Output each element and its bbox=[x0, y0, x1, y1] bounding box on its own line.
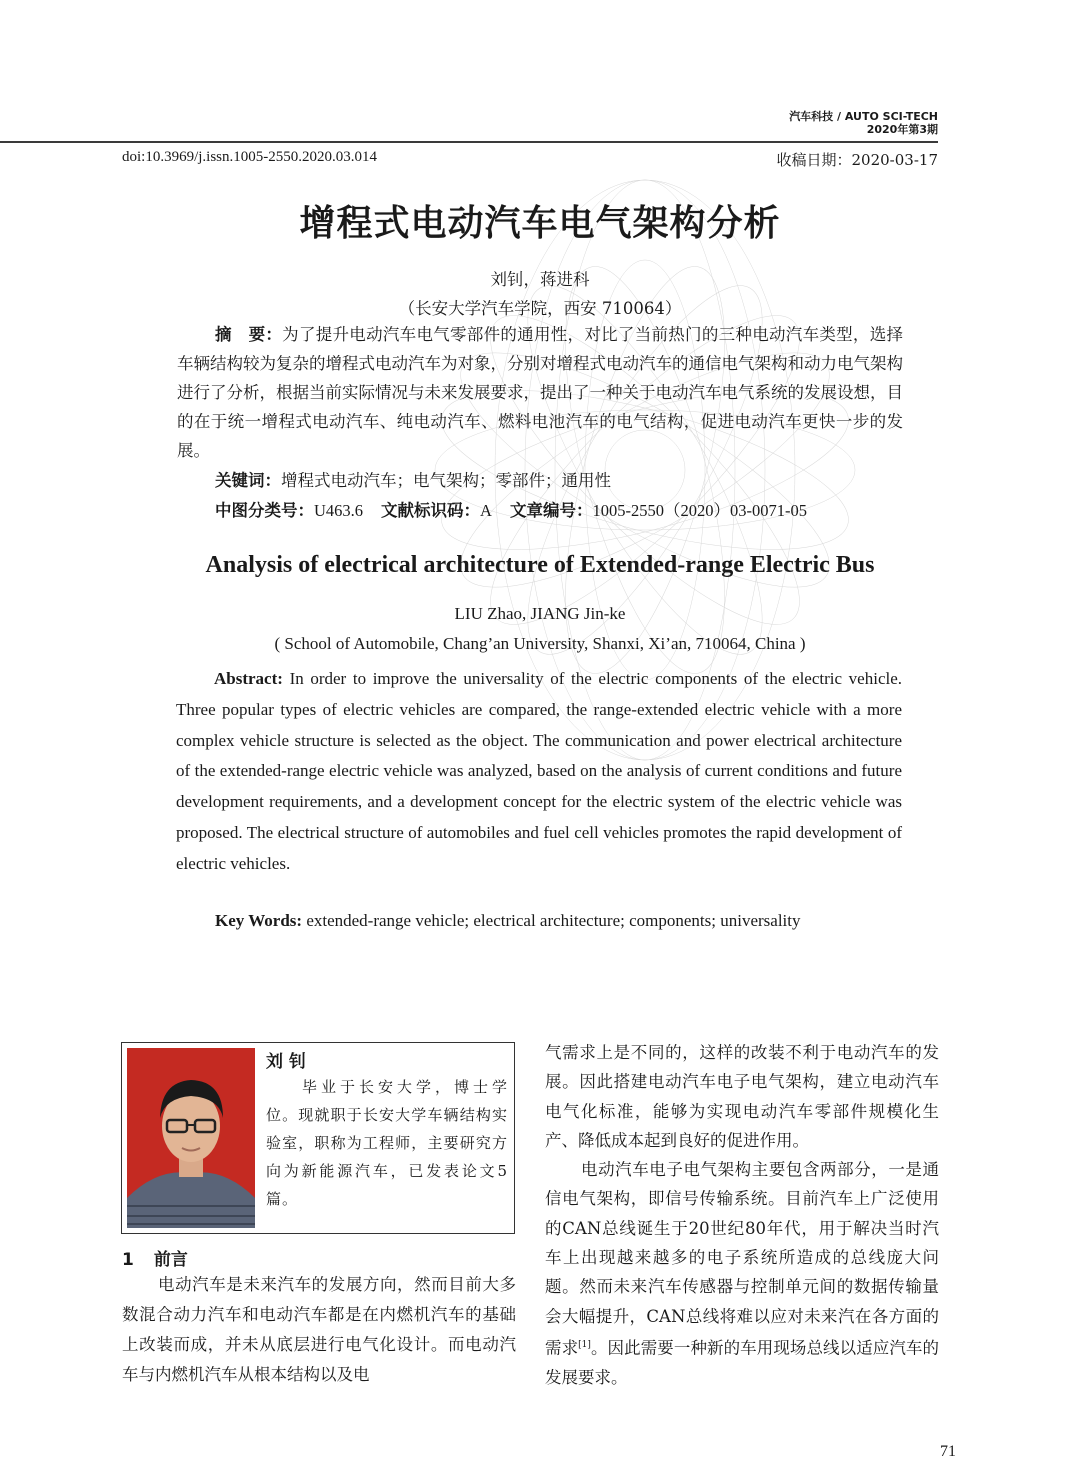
classification-line bbox=[215, 497, 807, 521]
doc-code-label: 文献标识码： bbox=[381, 501, 481, 520]
keywords-cn-text: 增程式电动汽车；电气架构；零部件；通用性 bbox=[281, 471, 611, 490]
article-number-label: 文章编号： bbox=[509, 501, 593, 520]
authors-en: LIU Zhao, JIANG Jin-ke bbox=[454, 604, 626, 623]
title-cn: 增程式电动汽车电气架构分析 bbox=[299, 203, 781, 244]
journal-issue: 2020年第3期 bbox=[866, 123, 938, 136]
keywords-en-label: Key Words: bbox=[215, 911, 303, 930]
abstract-cn bbox=[177, 320, 903, 465]
abstract-en-label: Abstract: bbox=[214, 669, 283, 688]
section-number: 1 bbox=[122, 1250, 134, 1270]
abstract-cn-label: 摘 要： bbox=[215, 325, 283, 344]
abstract-cn-text: 为了提升电动汽车电气零部件的通用性，对比了当前热门的三种电动汽车类型，选择车辆结构较为复杂的增程式电动汽车为对象，分别对增程式电动汽车的通信电气架构和动力电气架构进行了分析，根据当前实际情况与未来发展要求，提出了一种关于电动汽车电气系统的发展设想，目的在于统一增程式电动汽车、纯电动汽车、燃料电池汽车的电气结构，促进电动汽车更快一步的发展。 bbox=[177, 325, 904, 460]
clc-value: U463.6 bbox=[314, 501, 364, 520]
bio-text: 毕业于长安大学，博士学位。现就职于长安大学车辆结构实验室，职称为工程师，主要研究方向为新能源汽车，已发表论文5篇。 bbox=[266, 1078, 508, 1208]
clc-label: 中图分类号： bbox=[215, 501, 314, 520]
doi: doi:10.3969/j.issn.1005-2550.2020.03.014 bbox=[122, 149, 378, 165]
keywords-cn-label: 关键词： bbox=[215, 471, 281, 490]
bio-name: 刘钊 bbox=[266, 1052, 312, 1072]
right-column bbox=[545, 1038, 939, 1392]
affiliation-en: ( School of Automobile, Chang’an University, Shanxi, Xi’an, 710064, China ) bbox=[274, 634, 806, 653]
affiliation-cn: （长安大学汽车学院，西安 710064） bbox=[398, 299, 682, 318]
right-paragraph-1: 气需求上是不同的，这样的改装不利于电动汽车的发展。因此搭建电动汽车电子电气架构，建立电动汽车电气化标准，能够为实现电动汽车零部件规模化生产、降低成本起到良好的促进作用。 bbox=[545, 1043, 939, 1150]
abstract-en bbox=[176, 664, 902, 880]
header-rule bbox=[0, 141, 938, 143]
authors-cn: 刘钊，蒋进科 bbox=[490, 270, 590, 289]
author-photo bbox=[127, 1048, 255, 1228]
right-paragraph-2 bbox=[545, 1155, 939, 1392]
keywords-en-text: extended-range vehicle; electrical architecture; components; universality bbox=[306, 911, 801, 930]
abstract-en-text: In order to improve the universality of the electric components of the electric vehicle. Three popular types of electric vehicles are compared, the range-extended electric vehicle with a more complex vehicle structure is selected as the object. The communication and power electrical architecture of the extended-range electric vehicle was analyzed, based on the analysis of current conditions and future development requirements, and a development concept for the electric system of the electric vehicle was proposed. The electrical structure of automobiles and fuel cell vehicles promotes the rapid development of electric vehicles. bbox=[176, 669, 903, 873]
keywords-cn bbox=[215, 467, 611, 491]
keywords-en bbox=[215, 911, 801, 931]
right-paragraph-2b: 。因此需要一种新的车用现场总线以适应汽车的发展要求。 bbox=[545, 1338, 940, 1387]
journal-name: 汽车科技 / AUTO SCI-TECH bbox=[789, 110, 938, 123]
section-title: 前言 bbox=[153, 1250, 188, 1270]
right-paragraph-2a: 电动汽车电子电气架构主要包含两部分，一是通信电气架构，即信号传输系统。目前汽车上广泛使用的CAN总线诞生于20世纪80年代，用于解决当时汽车上出现越来越多的电子系统所造成的总线庞大问题。然而未来汽车传感器与控制单元间的数据传输量会大幅提升，CAN总线将难以应对未来汽在各方面的需求 bbox=[545, 1160, 939, 1358]
left-column-paragraph: 电动汽车是未来汽车的发展方向，然而目前大多数混合动力汽车和电动汽车都是在内燃机汽车的基础上改装而成，并未从底层进行电气化设计。而电动汽车与内燃机汽车从根本结构以及电 bbox=[122, 1275, 516, 1384]
doc-code-value: A bbox=[480, 501, 492, 520]
page-number: 71 bbox=[940, 1443, 956, 1460]
received-date: 收稿日期：2020-03-17 bbox=[776, 151, 938, 169]
section-heading bbox=[122, 1245, 188, 1270]
title-en: Analysis of electrical architecture of Extended-range Electric Bus bbox=[205, 552, 875, 578]
article-number-value: 1005-2550（2020）03-0071-05 bbox=[592, 501, 807, 520]
citation-ref: [1] bbox=[578, 1339, 591, 1350]
